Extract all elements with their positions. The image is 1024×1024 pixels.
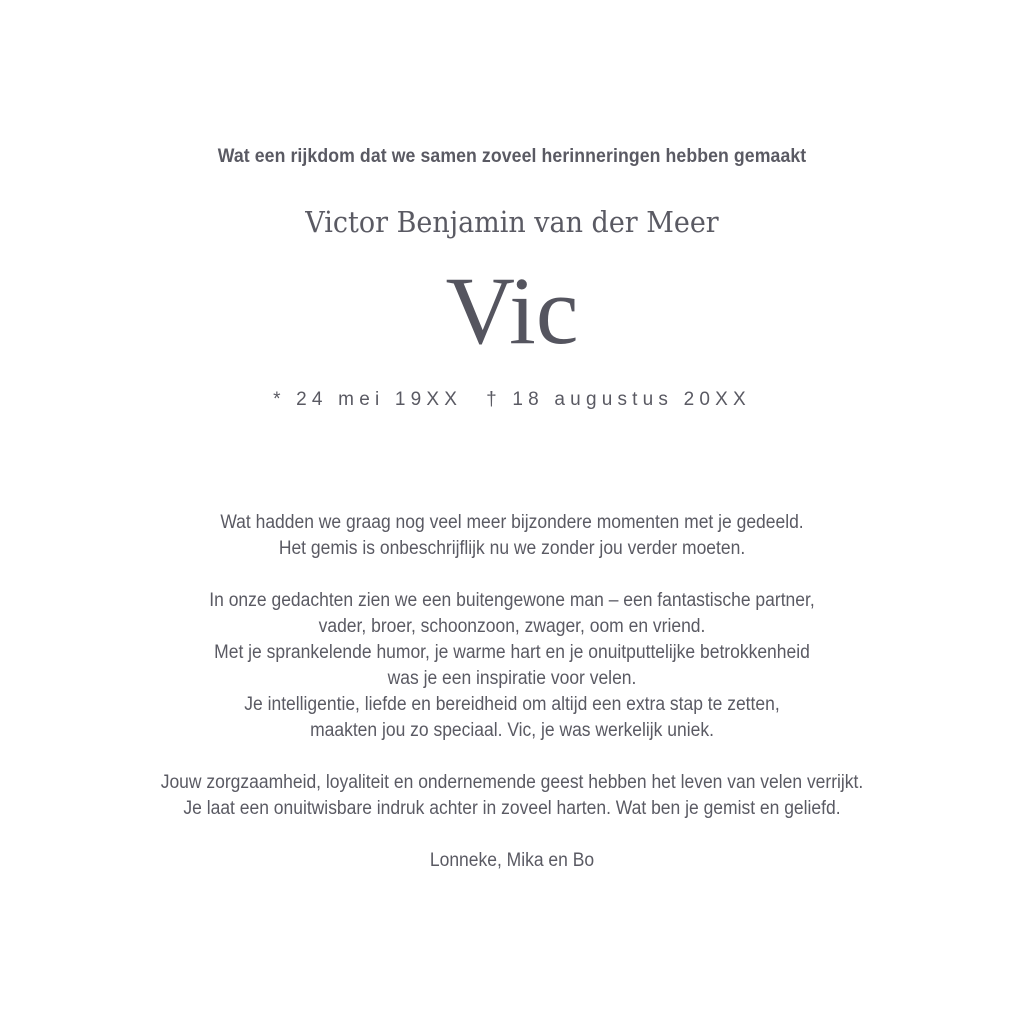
text-line: In onze gedachten zien we een buitengewone man – een fantastische partner, [209, 590, 815, 611]
paragraph [41, 588, 983, 744]
text-line: vader, broer, schoonzoon, zwager, oom en vriend. [318, 616, 706, 637]
text-line: Met je sprankelende humor, je warme hart en je onuitputtelijke betrokkenheid [214, 642, 810, 663]
text-line: Wat hadden we graag nog veel meer bijzondere momenten met je gedeeld. [220, 512, 804, 533]
text-line: Je intelligentie, liefde en bereidheid om altijd een extra stap te zetten, [244, 694, 780, 715]
signature: Lonneke, Mika en Bo [429, 850, 595, 871]
birth-date: * 24 mei 19XX [273, 389, 463, 410]
text-line: was je een inspiratie voor velen. [387, 668, 637, 689]
nickname-title: Vic [445, 257, 579, 364]
text-line: Je laat een onuitwisbare indruk achter in zoveel harten. Wat ben je gemist en geliefd. [183, 798, 841, 819]
text-line: Het gemis is onbeschrijflijk nu we zonder jou verder moeten. [278, 538, 746, 559]
life-dates [0, 389, 1024, 411]
full-name: Victor Benjamin van der Meer [305, 205, 719, 239]
memorial-text [41, 510, 983, 874]
paragraph [41, 770, 983, 822]
text-line: maakten jou zo speciaal. Vic, je was werkelijk uniek. [310, 720, 714, 741]
text-line: Jouw zorgzaamheid, loyaliteit en ondernemende geest hebben het leven van velen verrijkt. [160, 772, 864, 793]
motto-heading: Wat een rijkdom dat we samen zoveel herinneringen hebben gemaakt [217, 146, 807, 167]
death-date: † 18 augustus 20XX [486, 389, 751, 410]
paragraph [41, 510, 983, 562]
